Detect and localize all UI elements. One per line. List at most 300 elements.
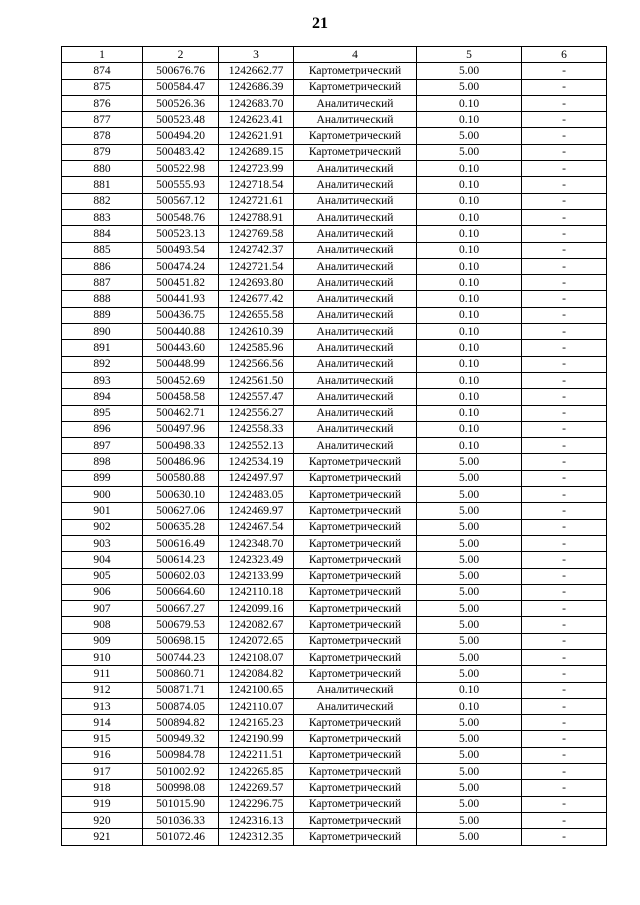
method-cell: Картометрический — [294, 731, 417, 747]
method-cell: Аналитический — [294, 421, 417, 437]
y-coordinate-cell: 1242497.97 — [219, 470, 294, 486]
method-cell: Картометрический — [294, 487, 417, 503]
table-row — [62, 731, 607, 747]
table-row — [62, 144, 607, 160]
table-row — [62, 470, 607, 486]
y-coordinate-cell: 1242133.99 — [219, 568, 294, 584]
method-cell: Аналитический — [294, 356, 417, 372]
y-coordinate-cell: 1242718.54 — [219, 177, 294, 193]
x-coordinate-cell: 500443.60 — [143, 340, 219, 356]
note-cell: - — [522, 79, 607, 95]
table-row — [62, 242, 607, 258]
accuracy-cell: 5.00 — [417, 780, 522, 796]
note-cell: - — [522, 275, 607, 291]
y-coordinate-cell: 1242296.75 — [219, 796, 294, 812]
accuracy-cell: 5.00 — [417, 568, 522, 584]
table-row — [62, 95, 607, 111]
y-coordinate-cell: 1242693.80 — [219, 275, 294, 291]
note-cell: - — [522, 242, 607, 258]
table-row — [62, 177, 607, 193]
y-coordinate-cell: 1242312.35 — [219, 829, 294, 845]
x-coordinate-cell: 500635.28 — [143, 519, 219, 535]
method-cell: Картометрический — [294, 63, 417, 79]
method-cell: Картометрический — [294, 649, 417, 665]
x-coordinate-cell: 500871.71 — [143, 682, 219, 698]
accuracy-cell: 5.00 — [417, 633, 522, 649]
x-coordinate-cell: 501015.90 — [143, 796, 219, 812]
accuracy-cell: 0.10 — [417, 161, 522, 177]
table-row — [62, 617, 607, 633]
point-number-cell: 909 — [62, 633, 143, 649]
method-cell: Аналитический — [294, 698, 417, 714]
note-cell: - — [522, 340, 607, 356]
method-cell: Аналитический — [294, 324, 417, 340]
point-number-cell: 879 — [62, 144, 143, 160]
note-cell: - — [522, 503, 607, 519]
accuracy-cell: 0.10 — [417, 275, 522, 291]
x-coordinate-cell: 501036.33 — [143, 812, 219, 828]
note-cell: - — [522, 307, 607, 323]
y-coordinate-cell: 1242683.70 — [219, 95, 294, 111]
y-coordinate-cell: 1242108.07 — [219, 649, 294, 665]
note-cell: - — [522, 552, 607, 568]
table-row — [62, 812, 607, 828]
y-coordinate-cell: 1242084.82 — [219, 666, 294, 682]
method-cell: Картометрический — [294, 747, 417, 763]
point-number-cell: 877 — [62, 112, 143, 128]
method-cell: Аналитический — [294, 291, 417, 307]
point-number-cell: 908 — [62, 617, 143, 633]
point-number-cell: 912 — [62, 682, 143, 698]
accuracy-cell: 5.00 — [417, 454, 522, 470]
point-number-cell: 884 — [62, 226, 143, 242]
column-header: 5 — [417, 47, 522, 63]
table-row — [62, 275, 607, 291]
point-number-cell: 890 — [62, 324, 143, 340]
table-row — [62, 715, 607, 731]
method-cell: Аналитический — [294, 209, 417, 225]
x-coordinate-cell: 500493.54 — [143, 242, 219, 258]
y-coordinate-cell: 1242721.54 — [219, 258, 294, 274]
note-cell: - — [522, 454, 607, 470]
method-cell: Картометрический — [294, 633, 417, 649]
accuracy-cell: 5.00 — [417, 535, 522, 551]
x-coordinate-cell: 500523.48 — [143, 112, 219, 128]
point-number-cell: 875 — [62, 79, 143, 95]
accuracy-cell: 5.00 — [417, 829, 522, 845]
y-coordinate-cell: 1242316.13 — [219, 812, 294, 828]
note-cell: - — [522, 209, 607, 225]
accuracy-cell: 0.10 — [417, 438, 522, 454]
y-coordinate-cell: 1242610.39 — [219, 324, 294, 340]
y-coordinate-cell: 1242483.05 — [219, 487, 294, 503]
method-cell: Картометрический — [294, 584, 417, 600]
table-row — [62, 698, 607, 714]
method-cell: Картометрический — [294, 535, 417, 551]
note-cell: - — [522, 177, 607, 193]
table-row — [62, 747, 607, 763]
accuracy-cell: 5.00 — [417, 584, 522, 600]
point-number-cell: 891 — [62, 340, 143, 356]
note-cell: - — [522, 487, 607, 503]
table-row — [62, 324, 607, 340]
y-coordinate-cell: 1242552.13 — [219, 438, 294, 454]
point-number-cell: 900 — [62, 487, 143, 503]
point-number-cell: 921 — [62, 829, 143, 845]
table-row — [62, 487, 607, 503]
point-number-cell: 887 — [62, 275, 143, 291]
point-number-cell: 892 — [62, 356, 143, 372]
note-cell: - — [522, 470, 607, 486]
x-coordinate-cell: 500523.13 — [143, 226, 219, 242]
x-coordinate-cell: 500526.36 — [143, 95, 219, 111]
table-row — [62, 356, 607, 372]
note-cell: - — [522, 95, 607, 111]
note-cell: - — [522, 63, 607, 79]
method-cell: Аналитический — [294, 340, 417, 356]
method-cell: Аналитический — [294, 405, 417, 421]
method-cell: Картометрический — [294, 568, 417, 584]
y-coordinate-cell: 1242100.65 — [219, 682, 294, 698]
accuracy-cell: 0.10 — [417, 209, 522, 225]
accuracy-cell: 5.00 — [417, 128, 522, 144]
table-row — [62, 568, 607, 584]
table-row — [62, 307, 607, 323]
y-coordinate-cell: 1242269.57 — [219, 780, 294, 796]
method-cell: Картометрический — [294, 470, 417, 486]
method-cell: Аналитический — [294, 226, 417, 242]
note-cell: - — [522, 128, 607, 144]
x-coordinate-cell: 500458.58 — [143, 389, 219, 405]
x-coordinate-cell: 501002.92 — [143, 764, 219, 780]
table-row — [62, 535, 607, 551]
point-number-cell: 882 — [62, 193, 143, 209]
method-cell: Картометрический — [294, 617, 417, 633]
table-row — [62, 209, 607, 225]
y-coordinate-cell: 1242099.16 — [219, 601, 294, 617]
table-row — [62, 584, 607, 600]
table-row — [62, 372, 607, 388]
note-cell: - — [522, 764, 607, 780]
point-number-cell: 902 — [62, 519, 143, 535]
x-coordinate-cell: 500448.99 — [143, 356, 219, 372]
accuracy-cell: 0.10 — [417, 177, 522, 193]
x-coordinate-cell: 500630.10 — [143, 487, 219, 503]
accuracy-cell: 0.10 — [417, 389, 522, 405]
point-number-cell: 886 — [62, 258, 143, 274]
x-coordinate-cell: 500494.20 — [143, 128, 219, 144]
method-cell: Картометрический — [294, 144, 417, 160]
accuracy-cell: 5.00 — [417, 812, 522, 828]
y-coordinate-cell: 1242190.99 — [219, 731, 294, 747]
y-coordinate-cell: 1242585.96 — [219, 340, 294, 356]
table-row — [62, 161, 607, 177]
y-coordinate-cell: 1242323.49 — [219, 552, 294, 568]
x-coordinate-cell: 500497.96 — [143, 421, 219, 437]
accuracy-cell: 0.10 — [417, 682, 522, 698]
table-row — [62, 112, 607, 128]
note-cell: - — [522, 601, 607, 617]
table-row — [62, 193, 607, 209]
point-number-cell: 896 — [62, 421, 143, 437]
method-cell: Картометрический — [294, 812, 417, 828]
x-coordinate-cell: 500567.12 — [143, 193, 219, 209]
table-row — [62, 291, 607, 307]
method-cell: Картометрический — [294, 454, 417, 470]
note-cell: - — [522, 812, 607, 828]
note-cell: - — [522, 291, 607, 307]
point-number-cell: 917 — [62, 764, 143, 780]
accuracy-cell: 5.00 — [417, 79, 522, 95]
table-row — [62, 829, 607, 845]
note-cell: - — [522, 715, 607, 731]
y-coordinate-cell: 1242689.15 — [219, 144, 294, 160]
accuracy-cell: 0.10 — [417, 405, 522, 421]
x-coordinate-cell: 500522.98 — [143, 161, 219, 177]
column-header: 6 — [522, 47, 607, 63]
x-coordinate-cell: 500452.69 — [143, 372, 219, 388]
method-cell: Аналитический — [294, 682, 417, 698]
note-cell: - — [522, 796, 607, 812]
accuracy-cell: 5.00 — [417, 715, 522, 731]
y-coordinate-cell: 1242165.23 — [219, 715, 294, 731]
point-number-cell: 910 — [62, 649, 143, 665]
note-cell: - — [522, 421, 607, 437]
accuracy-cell: 0.10 — [417, 372, 522, 388]
table-row — [62, 438, 607, 454]
point-number-cell: 878 — [62, 128, 143, 144]
point-number-cell: 907 — [62, 601, 143, 617]
y-coordinate-cell: 1242467.54 — [219, 519, 294, 535]
point-number-cell: 918 — [62, 780, 143, 796]
column-header: 2 — [143, 47, 219, 63]
method-cell: Аналитический — [294, 389, 417, 405]
note-cell: - — [522, 633, 607, 649]
table-row — [62, 633, 607, 649]
accuracy-cell: 0.10 — [417, 291, 522, 307]
method-cell: Картометрический — [294, 128, 417, 144]
y-coordinate-cell: 1242110.07 — [219, 698, 294, 714]
point-number-cell: 915 — [62, 731, 143, 747]
table-row — [62, 389, 607, 405]
point-number-cell: 905 — [62, 568, 143, 584]
y-coordinate-cell: 1242566.56 — [219, 356, 294, 372]
x-coordinate-cell: 500744.23 — [143, 649, 219, 665]
point-number-cell: 883 — [62, 209, 143, 225]
point-number-cell: 920 — [62, 812, 143, 828]
x-coordinate-cell: 500498.33 — [143, 438, 219, 454]
accuracy-cell: 5.00 — [417, 601, 522, 617]
column-header: 4 — [294, 47, 417, 63]
accuracy-cell: 5.00 — [417, 552, 522, 568]
point-number-cell: 916 — [62, 747, 143, 763]
note-cell: - — [522, 519, 607, 535]
x-coordinate-cell: 500679.53 — [143, 617, 219, 633]
table-row — [62, 340, 607, 356]
accuracy-cell: 0.10 — [417, 421, 522, 437]
x-coordinate-cell: 500441.93 — [143, 291, 219, 307]
y-coordinate-cell: 1242072.65 — [219, 633, 294, 649]
table-row — [62, 79, 607, 95]
point-number-cell: 906 — [62, 584, 143, 600]
accuracy-cell: 5.00 — [417, 617, 522, 633]
x-coordinate-cell: 500616.49 — [143, 535, 219, 551]
method-cell: Аналитический — [294, 112, 417, 128]
method-cell: Аналитический — [294, 275, 417, 291]
point-number-cell: 880 — [62, 161, 143, 177]
method-cell: Аналитический — [294, 438, 417, 454]
point-number-cell: 898 — [62, 454, 143, 470]
note-cell: - — [522, 226, 607, 242]
note-cell: - — [522, 324, 607, 340]
table-row — [62, 421, 607, 437]
point-number-cell: 897 — [62, 438, 143, 454]
point-number-cell: 904 — [62, 552, 143, 568]
table-row — [62, 519, 607, 535]
method-cell: Аналитический — [294, 177, 417, 193]
table-row — [62, 764, 607, 780]
accuracy-cell: 0.10 — [417, 698, 522, 714]
table-row — [62, 796, 607, 812]
table-row — [62, 128, 607, 144]
y-coordinate-cell: 1242557.47 — [219, 389, 294, 405]
x-coordinate-cell: 500698.15 — [143, 633, 219, 649]
column-header: 3 — [219, 47, 294, 63]
accuracy-cell: 5.00 — [417, 649, 522, 665]
note-cell: - — [522, 405, 607, 421]
note-cell: - — [522, 666, 607, 682]
y-coordinate-cell: 1242769.58 — [219, 226, 294, 242]
note-cell: - — [522, 372, 607, 388]
point-number-cell: 911 — [62, 666, 143, 682]
accuracy-cell: 0.10 — [417, 112, 522, 128]
table-row — [62, 682, 607, 698]
note-cell: - — [522, 780, 607, 796]
y-coordinate-cell: 1242348.70 — [219, 535, 294, 551]
y-coordinate-cell: 1242742.37 — [219, 242, 294, 258]
note-cell: - — [522, 438, 607, 454]
note-cell: - — [522, 698, 607, 714]
point-number-cell: 889 — [62, 307, 143, 323]
x-coordinate-cell: 500874.05 — [143, 698, 219, 714]
point-number-cell: 919 — [62, 796, 143, 812]
accuracy-cell: 0.10 — [417, 226, 522, 242]
x-coordinate-cell: 500548.76 — [143, 209, 219, 225]
method-cell: Аналитический — [294, 372, 417, 388]
x-coordinate-cell: 500584.47 — [143, 79, 219, 95]
point-number-cell: 888 — [62, 291, 143, 307]
accuracy-cell: 5.00 — [417, 63, 522, 79]
x-coordinate-cell: 500614.23 — [143, 552, 219, 568]
method-cell: Картометрический — [294, 601, 417, 617]
table-row — [62, 601, 607, 617]
method-cell: Картометрический — [294, 715, 417, 731]
point-number-cell: 893 — [62, 372, 143, 388]
method-cell: Аналитический — [294, 95, 417, 111]
point-number-cell: 899 — [62, 470, 143, 486]
accuracy-cell: 5.00 — [417, 503, 522, 519]
note-cell: - — [522, 568, 607, 584]
point-number-cell: 914 — [62, 715, 143, 731]
table-row — [62, 63, 607, 79]
table-row — [62, 780, 607, 796]
accuracy-cell: 0.10 — [417, 340, 522, 356]
x-coordinate-cell: 500555.93 — [143, 177, 219, 193]
accuracy-cell: 0.10 — [417, 307, 522, 323]
point-number-cell: 901 — [62, 503, 143, 519]
accuracy-cell: 0.10 — [417, 95, 522, 111]
accuracy-cell: 5.00 — [417, 796, 522, 812]
point-number-cell: 895 — [62, 405, 143, 421]
y-coordinate-cell: 1242110.18 — [219, 584, 294, 600]
method-cell: Аналитический — [294, 258, 417, 274]
method-cell: Картометрический — [294, 552, 417, 568]
method-cell: Аналитический — [294, 242, 417, 258]
y-coordinate-cell: 1242534.19 — [219, 454, 294, 470]
y-coordinate-cell: 1242721.61 — [219, 193, 294, 209]
point-number-cell: 913 — [62, 698, 143, 714]
x-coordinate-cell: 500984.78 — [143, 747, 219, 763]
method-cell: Картометрический — [294, 764, 417, 780]
x-coordinate-cell: 500676.76 — [143, 63, 219, 79]
point-number-cell: 874 — [62, 63, 143, 79]
accuracy-cell: 0.10 — [417, 324, 522, 340]
y-coordinate-cell: 1242788.91 — [219, 209, 294, 225]
x-coordinate-cell: 500949.32 — [143, 731, 219, 747]
note-cell: - — [522, 161, 607, 177]
note-cell: - — [522, 389, 607, 405]
y-coordinate-cell: 1242265.85 — [219, 764, 294, 780]
point-number-cell: 903 — [62, 535, 143, 551]
x-coordinate-cell: 500486.96 — [143, 454, 219, 470]
accuracy-cell: 5.00 — [417, 747, 522, 763]
y-coordinate-cell: 1242723.99 — [219, 161, 294, 177]
note-cell: - — [522, 356, 607, 372]
coordinates-table — [61, 46, 607, 846]
table-row — [62, 405, 607, 421]
accuracy-cell: 5.00 — [417, 470, 522, 486]
x-coordinate-cell: 500474.24 — [143, 258, 219, 274]
x-coordinate-cell: 500483.42 — [143, 144, 219, 160]
y-coordinate-cell: 1242621.91 — [219, 128, 294, 144]
point-number-cell: 876 — [62, 95, 143, 111]
x-coordinate-cell: 500462.71 — [143, 405, 219, 421]
table-row — [62, 226, 607, 242]
method-cell: Аналитический — [294, 193, 417, 209]
x-coordinate-cell: 500436.75 — [143, 307, 219, 323]
note-cell: - — [522, 649, 607, 665]
note-cell: - — [522, 535, 607, 551]
y-coordinate-cell: 1242082.67 — [219, 617, 294, 633]
accuracy-cell: 0.10 — [417, 258, 522, 274]
accuracy-cell: 5.00 — [417, 666, 522, 682]
x-coordinate-cell: 500440.88 — [143, 324, 219, 340]
table-row — [62, 503, 607, 519]
y-coordinate-cell: 1242561.50 — [219, 372, 294, 388]
y-coordinate-cell: 1242556.27 — [219, 405, 294, 421]
accuracy-cell: 0.10 — [417, 242, 522, 258]
table-row — [62, 258, 607, 274]
method-cell: Картометрический — [294, 780, 417, 796]
method-cell: Аналитический — [294, 161, 417, 177]
accuracy-cell: 5.00 — [417, 731, 522, 747]
y-coordinate-cell: 1242469.97 — [219, 503, 294, 519]
note-cell: - — [522, 682, 607, 698]
accuracy-cell: 0.10 — [417, 356, 522, 372]
note-cell: - — [522, 731, 607, 747]
note-cell: - — [522, 617, 607, 633]
table-row — [62, 552, 607, 568]
